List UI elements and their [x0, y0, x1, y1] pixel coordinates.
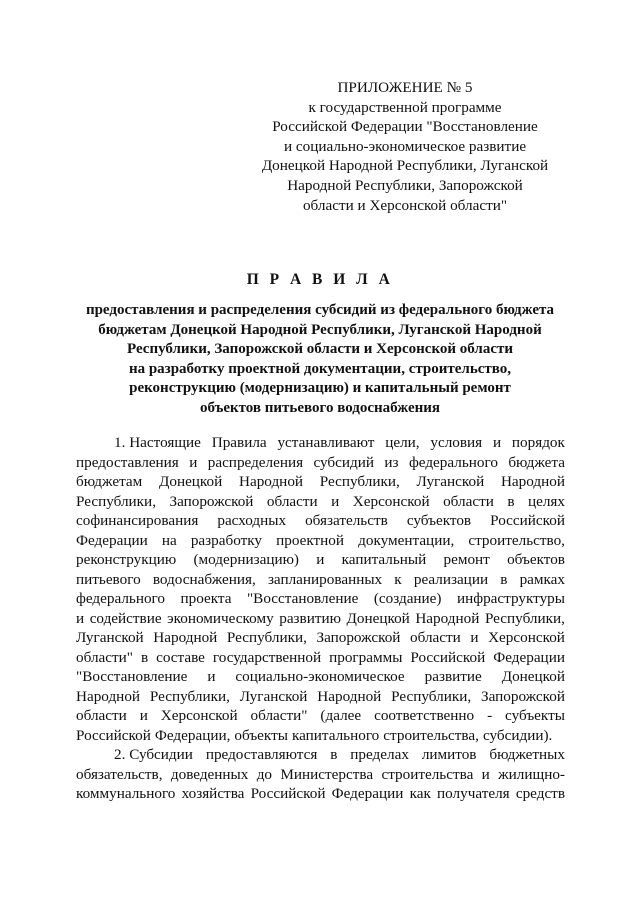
word: развитию: [279, 609, 341, 627]
word: Федерации: [76, 531, 148, 549]
word: Российской: [250, 785, 326, 802]
paragraph-number: 1. Настоящие: [114, 434, 201, 451]
word: Российской: [76, 726, 151, 744]
word: Республики,: [484, 609, 565, 627]
word: капитального: [291, 726, 380, 744]
paragraph-line: [76, 589, 565, 609]
body-text: [76, 433, 565, 804]
word: Луганской: [239, 687, 308, 705]
word: области: [266, 492, 318, 510]
word: разработку: [190, 531, 263, 549]
word: документации,: [358, 531, 455, 549]
word: хозяйства: [181, 785, 245, 802]
subtitle-line: Республики, Запорожской области и Херсонской области: [126, 341, 513, 357]
appendix-line: области и Херсонской области": [302, 196, 508, 214]
subtitle-line: на разработку проектной документации, строительство,: [128, 360, 512, 377]
word: распределения: [207, 453, 304, 471]
word: программы: [329, 648, 403, 666]
paragraph-line: [76, 492, 565, 512]
word: субсидии).: [482, 726, 553, 744]
word: Запорожской: [316, 629, 401, 646]
word: объекты: [234, 726, 288, 744]
word: из: [384, 453, 399, 471]
paragraph-line: [76, 784, 565, 804]
word: области: [76, 707, 127, 724]
word: Российской: [410, 648, 486, 666]
paragraph-line: [76, 472, 565, 492]
appendix-line: Народной Республики, Запорожской: [287, 176, 523, 194]
appendix-title: ПРИЛОЖЕНИЕ № 5: [337, 79, 473, 96]
word: Луганской: [416, 473, 485, 490]
word: области: [410, 629, 461, 646]
paragraph-line: [76, 648, 565, 668]
word: порядок: [511, 434, 565, 451]
word: софинансирования: [76, 512, 199, 529]
word: жилищно-: [498, 765, 565, 783]
word: Республики,: [149, 687, 230, 705]
word: питьевого: [76, 570, 141, 588]
paragraph-line: [76, 765, 565, 785]
word: ремонт: [443, 551, 490, 568]
appendix-line: и социально-экономическое развитие: [283, 137, 527, 155]
word: Народной: [317, 687, 382, 705]
word: строительства: [381, 765, 474, 783]
word: Донецкой: [346, 609, 410, 627]
paragraph-line: [76, 550, 565, 570]
word: Запорожской: [481, 687, 565, 705]
paragraph-line: [76, 726, 565, 746]
appendix-line: к государственной программе: [308, 98, 502, 116]
word: пределах: [350, 746, 409, 763]
word: получателя: [437, 785, 510, 802]
word: цели,: [385, 434, 420, 451]
word: Правила: [211, 434, 267, 451]
paragraph-number: 2. Субсидии: [114, 746, 193, 763]
word: Республики,: [226, 629, 307, 646]
word: субъектов: [406, 512, 472, 529]
word: Республики,: [391, 687, 472, 705]
word: бюджетам: [76, 473, 143, 490]
appendix-block: [255, 78, 555, 215]
word: Республики,: [319, 473, 400, 490]
word: Народной: [153, 629, 218, 646]
paragraph-line: [76, 453, 565, 473]
word: Херсонской: [352, 492, 430, 510]
word: проектной: [276, 531, 345, 549]
paragraph-line: [76, 609, 565, 629]
word: экономическому: [167, 609, 274, 627]
paragraph-line: [76, 687, 565, 707]
paragraph-line: [76, 433, 565, 453]
word: Федерации: [331, 785, 404, 802]
word: бюджета: [508, 453, 565, 471]
word: -: [487, 707, 493, 724]
word: средств: [515, 785, 565, 802]
word: Народной: [415, 609, 480, 627]
word: в: [500, 570, 508, 588]
paragraph-line: [76, 745, 565, 765]
word: Федерации,: [154, 726, 231, 744]
word: и: [139, 707, 148, 724]
word: к: [394, 570, 402, 588]
word: коммунального: [76, 785, 176, 802]
paragraph-line: [76, 667, 565, 687]
word: области": [250, 707, 308, 724]
word: реализации: [413, 570, 489, 588]
word: субъекты: [505, 707, 565, 724]
paragraph-1: [76, 433, 565, 745]
word: Республики,: [76, 492, 156, 510]
subtitle-line: бюджетам Донецкой Народной Республики, Луганской Народной: [98, 321, 542, 338]
word: устанавливают: [277, 434, 375, 451]
word: бюджетных: [489, 746, 565, 763]
word: доведенных: [170, 765, 249, 783]
word: объектов: [507, 551, 565, 568]
rules-subtitle: [60, 301, 580, 418]
word: целях: [527, 492, 565, 510]
word: Херсонской: [488, 629, 565, 646]
paragraph-line: [76, 706, 565, 726]
word: Народной: [76, 687, 141, 705]
word: обязательств,: [76, 765, 163, 783]
word: федерального: [76, 590, 165, 607]
word: условия: [430, 434, 483, 451]
word: Луганской: [76, 629, 144, 646]
word: предоставления: [76, 453, 179, 471]
word: строительство,: [468, 531, 565, 549]
word: Херсонской: [160, 707, 238, 724]
word: (создание): [373, 590, 442, 607]
word: "Восстановление: [76, 668, 188, 685]
subtitle-line: реконструкцию (модернизацию) и капитальный ремонт: [129, 380, 511, 396]
word: в: [330, 746, 338, 763]
subtitle-line: объектов питьевого водоснабжения: [199, 399, 441, 416]
word: проекта: [180, 590, 232, 607]
word: рамках: [519, 570, 565, 588]
word: Донецкой: [501, 668, 565, 685]
word: до: [256, 765, 273, 783]
word: Донецкой: [158, 473, 223, 490]
word: области": [76, 648, 133, 666]
word: лимитов: [421, 746, 477, 763]
word: Народной: [239, 473, 304, 490]
word: Федерации: [493, 648, 565, 666]
paragraph-line: [76, 511, 565, 531]
word: и: [481, 765, 490, 783]
word: Министерства: [280, 765, 374, 783]
word: расходных: [217, 512, 287, 529]
word: реконструкцию: [76, 551, 177, 568]
appendix-line: Донецкой Народной Республики, Луганской: [261, 157, 549, 175]
paragraph-line: [76, 531, 565, 551]
word: в: [507, 492, 515, 510]
subtitle-line: предоставления и распределения субсидий из федерального бюджета: [85, 302, 555, 318]
word: и: [76, 609, 85, 627]
appendix-line: Российской Федерации "Восстановление: [272, 118, 538, 136]
word: и: [189, 453, 198, 471]
word: федерального: [408, 453, 498, 471]
word: и: [207, 668, 216, 685]
word: строительства,: [383, 726, 479, 744]
paragraph-2: [76, 745, 565, 804]
word: соответственно: [374, 707, 475, 724]
word: и: [331, 492, 340, 510]
word: развитие: [424, 668, 482, 685]
paragraph-line: [76, 570, 565, 590]
word: содействие: [89, 609, 162, 627]
word: инфраструктуры: [456, 590, 565, 607]
word: и: [492, 434, 502, 451]
word: (модернизацию): [193, 551, 299, 568]
word: обязательств: [305, 512, 388, 529]
word: в: [140, 648, 149, 666]
word: предоставляются: [205, 746, 318, 763]
word: социально-экономическое: [235, 668, 405, 685]
word: капитальный: [341, 551, 427, 568]
rules-heading: П Р А В И Л А: [246, 271, 394, 288]
paragraph-line: [76, 628, 565, 648]
word: как: [409, 785, 431, 802]
word: государственной: [212, 648, 322, 666]
word: и: [316, 551, 325, 568]
word: субсидий: [313, 453, 375, 471]
word: "Восстановление: [246, 590, 359, 607]
word: и: [470, 629, 479, 646]
word: составе: [156, 648, 205, 666]
word: (далее: [320, 707, 362, 724]
word: Народной: [500, 473, 565, 490]
word: Российской: [490, 512, 565, 529]
word: водоснабжения,: [152, 570, 256, 588]
word: Запорожской: [169, 492, 254, 510]
word: запланированных: [267, 570, 383, 588]
word: области: [443, 492, 494, 510]
word: на: [161, 531, 177, 549]
